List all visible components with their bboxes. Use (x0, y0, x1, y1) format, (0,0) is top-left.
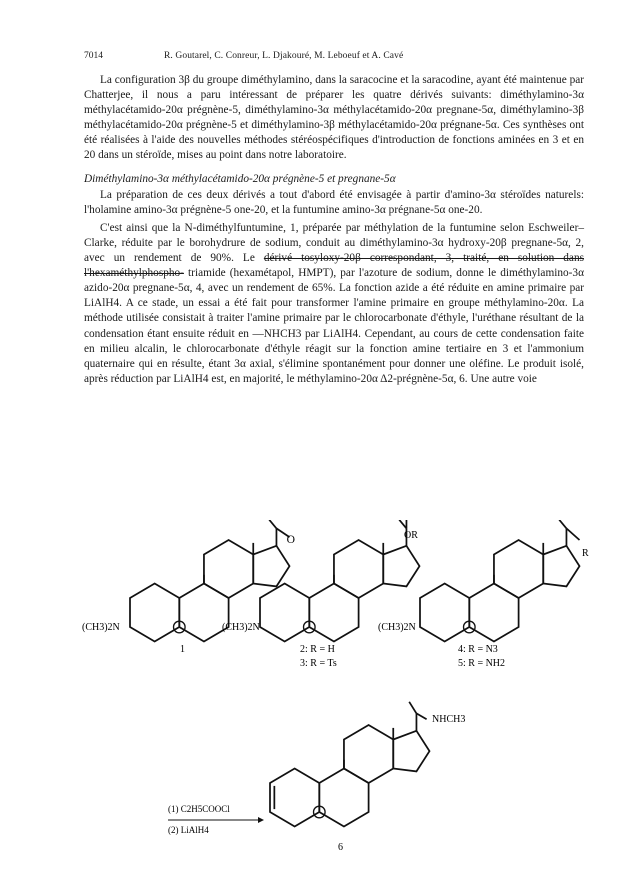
intro-paragraph: La configuration 3β du groupe diméthylamino, dans la saracocine et la saracodine, ayant été maintenue par Chatterjee, il nous a paru intéressant de préparer les quatre dérivés suivants: diméthylamino-3α méthylacétamido-20α prégnène-5, diméthylamino-3α méthylacétamido-20α pregnane-5α, diméthylamino-3β méthylacétamido-20α prégnène-5 et diméthylamino-3β méthylacétamido-20α prégnane-5α. Ces synthèses ont été réalisées à l'aide des nouvelles méthodes stéréospécifiques d'introduction de fonctions aminées en 3 et en 20 dans un stéroïde, mises au point dans notre laboratoire. (84, 74, 584, 162)
svg-text:O: O (286, 532, 295, 546)
article-body (84, 73, 584, 390)
r-substituent: R (582, 548, 589, 559)
page-number: 7014 (84, 51, 103, 61)
running-head-authors: R. Goutarel, C. Conreur, L. Djakouré, M. Leboeuf et A. Cavé (164, 51, 404, 61)
amine-label-1: (CH3)2N (82, 622, 120, 633)
or-substituent: OR (404, 530, 418, 541)
page-header (84, 51, 584, 65)
compound-5-label: 5: R = NH2 (458, 658, 506, 669)
steroid-structures-figure (0, 520, 624, 880)
structure-6 (270, 702, 430, 827)
synthesis-paragraph: C'est ainsi que la N-diméthylfuntumine, 1, préparée par méthylation de la funtumine selon Eschweiler–Clarke, réduite par le borohydrure de sodium, conduit au diméthylamino-3α hydroxy-20β pregnane-5α, 2, avec un rendement de 90%. Le dérivé tosyloxy-20β correspondant, 3, traité, en solution dans l'hexaméthylphospho- triamide (hexamétapol, HMPT), par l'azoture de sodium, donne le diméthylamino-3α azido-20α pregnane-5α, 4, avec un rendement de 65%. La fonction azide a été réduite en amine primaire par LiAlH4. A ce stade, un essai a été fait pour transformer l'amine primaire en groupe méthylamino-20α. La méthode utilisée consistait à traiter l'amine primaire par le chlorocarbonate d'éthyle, l'uréthane résultant de la condensation étant ensuite réduit en —NHCH3 par LiAlH4. Cependant, au cours de cette condensation faite en milieu alcalin, le chlorocarbonate d'éthyle réagit sur la fonction amine tertiaire en 3 et l'ammonium quaternaire qui en résulte, étant 3α axial, s'élimine spontanément pour donner une oléfine. Le produit isolé, après réduction par LiAlH4 est, en majorité, le méthylamino-20α Δ2-prégnène-5α, 6. Une autre voie (84, 221, 584, 385)
amine-label-4: (CH3)2N (378, 622, 416, 633)
compound-4-label: 4: R = N3 (458, 644, 498, 655)
reagent-1: (1) C2H5COOCl (168, 804, 230, 814)
reagent-2: (2) LiAlH4 (168, 825, 209, 835)
preparation-paragraph: La préparation de ces deux dérivés a tout d'abord été envisagée à partir d'amino-3α stéroïdes naturels: l'holamine amino-3α prégnène-5 one-20, et la funtumine amino-3α prégnane-5α one-20. (84, 188, 584, 216)
amine-label-2: (CH3)2N (222, 622, 260, 633)
arrow-head-icon (258, 817, 264, 823)
compound-1-label: 1 (180, 644, 185, 655)
struck-line: dérivé tosyloxy-20β correspondant, 3, traité, en solution dans l'hexaméthylphospho- (84, 252, 584, 280)
structure-1 (130, 520, 295, 642)
compound-3-label: 3: R = Ts (300, 658, 337, 669)
section-title: Diméthylamino-3α méthylacétamido-20α prégnène-5 et pregnane-5α (84, 172, 396, 185)
compound-6-label: 6 (338, 842, 343, 853)
compound-2-label: 2: R = H (300, 644, 335, 655)
nhch3-substituent: NHCH3 (432, 714, 466, 725)
structure-4-5 (420, 520, 580, 642)
